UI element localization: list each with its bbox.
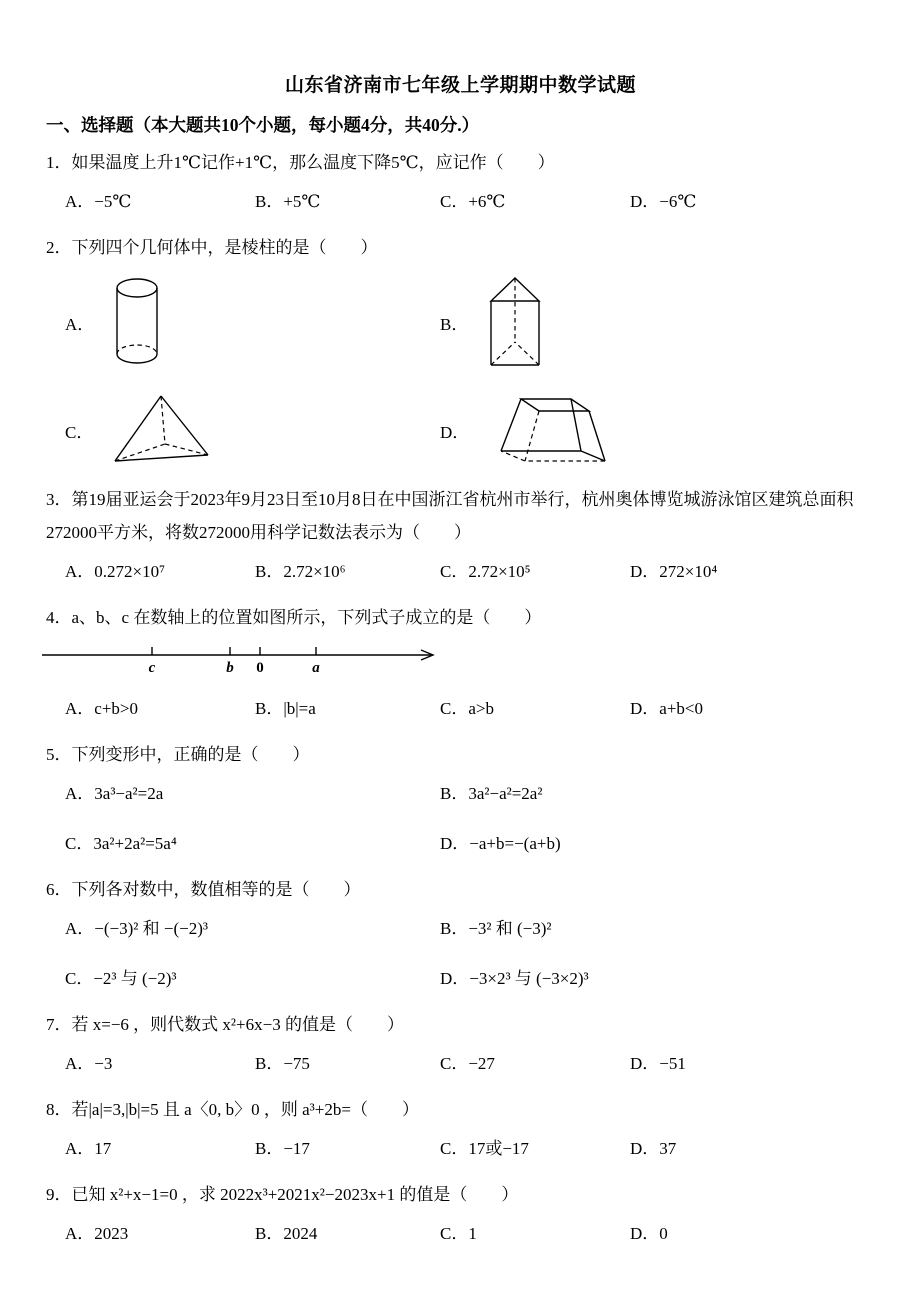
option-a: A．2023: [65, 1224, 129, 1243]
question-5: [46, 738, 875, 858]
question-number: 9．: [46, 1185, 72, 1204]
option-c: [65, 392, 440, 468]
question-7-options: [46, 1050, 875, 1078]
question-8: [46, 1093, 875, 1163]
option-b: B．2024: [255, 1224, 318, 1243]
option-d: D．−3×2³ 与 (−3×2)³: [440, 969, 589, 988]
option-b: [440, 274, 815, 370]
option-a: A．−3: [65, 1054, 113, 1073]
question-text: a、b、c 在数轴上的位置如图所示，下列式子成立的是（ ）: [71, 608, 542, 627]
option-c: C．1: [440, 1224, 477, 1243]
question-9-options: [46, 1220, 875, 1248]
option-a: A．c+b>0: [65, 699, 138, 718]
question-text: 第19届亚运会于2023年9月23日至10月8日在中国浙江省杭州市举行，杭州奥体博览城游泳馆区建筑总面积272000平方米，将数272000用科学记数法表示为（ ）: [46, 490, 854, 542]
question-6-stem: [46, 873, 875, 906]
question-5-stem: [46, 738, 875, 771]
document-title: 山东省济南市七年级上学期期中数学试题: [284, 75, 636, 96]
question-6-options-row-1: [46, 915, 875, 943]
option-b: B．2.72×10⁶: [255, 562, 346, 581]
question-text: 如果温度上升1℃记作+1℃，那么温度下降5℃，应记作（ ）: [71, 153, 555, 172]
question-9-stem: [46, 1178, 875, 1211]
question-5-options-row-2: [46, 830, 875, 858]
option-c: C．−27: [440, 1054, 495, 1073]
question-number: 8．: [46, 1100, 72, 1119]
question-text: 下列变形中，正确的是（ ）: [71, 745, 310, 764]
question-2-figures-row-1: [46, 274, 875, 370]
number-line-figure: [40, 640, 444, 678]
question-8-stem: [46, 1093, 875, 1126]
question-2-figures-row-2: [46, 392, 875, 468]
option-b: B．−3² 和 (−3)²: [440, 919, 552, 938]
option-a: A．3a³−a²=2a: [65, 784, 164, 803]
question-number: 2．: [46, 238, 72, 257]
question-2-stem: [46, 231, 875, 264]
question-number: 5．: [46, 745, 72, 764]
question-text: 下列各对数中，数值相等的是（ ）: [71, 880, 361, 899]
option-b: B．+5℃: [255, 192, 321, 211]
question-1-stem: [46, 146, 875, 179]
question-6-options-row-2: [46, 965, 875, 993]
question-number: 6．: [46, 880, 72, 899]
option-d: D．37: [630, 1139, 677, 1158]
option-label: A．: [65, 314, 95, 334]
option-a: A．−5℃: [65, 192, 132, 211]
option-b: B．−17: [255, 1139, 310, 1158]
cylinder-figure: [112, 275, 162, 369]
axis-label-a: a: [312, 660, 320, 676]
option-label: B．: [440, 314, 469, 334]
section-heading: 一、选择题（本大题共10个小题，每小题4分，共40分.）: [46, 115, 480, 135]
question-3-stem: [46, 483, 875, 549]
triangular-prism-figure: [486, 274, 544, 370]
triangular-pyramid-figure: [111, 392, 211, 468]
question-4-options: [46, 695, 875, 723]
option-c: C．17或−17: [440, 1139, 529, 1158]
question-9: [46, 1178, 875, 1248]
option-a: A．17: [65, 1139, 112, 1158]
option-a: A．−(−3)² 和 −(−2)³: [65, 919, 208, 938]
option-d: D．0: [630, 1224, 668, 1243]
option-c: C．3a²+2a²=5a⁴: [65, 834, 177, 853]
option-a: A．0.272×10⁷: [65, 562, 166, 581]
question-number: 7．: [46, 1015, 72, 1034]
question-text: 下列四个几何体中，是棱柱的是（ ）: [71, 238, 378, 257]
option-label: D．: [440, 422, 470, 442]
option-c: C．−2³ 与 (−2)³: [65, 969, 177, 988]
question-number: 3．: [46, 490, 72, 509]
axis-label-b: b: [226, 660, 234, 676]
question-7-stem: [46, 1008, 875, 1041]
question-3-options: [46, 558, 875, 586]
question-4-stem: [46, 601, 875, 634]
question-number: 4．: [46, 608, 72, 627]
question-text: 已知 x²+x−1=0 ，求 2022x³+2021x²−2023x+1 的值是（ ）: [71, 1185, 519, 1204]
option-d: D．272×10⁴: [630, 562, 718, 581]
question-1-options: [46, 188, 875, 216]
option-b: B．|b|=a: [255, 699, 316, 718]
option-b: B．−75: [255, 1054, 310, 1073]
question-text: 若|a|=3,|b|=5 且 a〈0, b〉0 ，则 a³+2b=（ ）: [71, 1100, 419, 1119]
option-a: [65, 275, 440, 369]
question-6: [46, 873, 875, 993]
option-c: C．+6℃: [440, 192, 506, 211]
question-7: [46, 1008, 875, 1078]
question-1: [46, 146, 875, 216]
question-number: 1．: [46, 153, 72, 172]
axis-label-c: c: [148, 660, 156, 676]
question-2: [46, 231, 875, 468]
option-d: D．−51: [630, 1054, 686, 1073]
option-d: D．−6℃: [630, 192, 697, 211]
question-text: 若 x=−6 ，则代数式 x²+6x−3 的值是（ ）: [71, 1015, 404, 1034]
option-b: B．3a²−a²=2a²: [440, 784, 543, 803]
question-5-options-row-1: [46, 780, 875, 808]
option-label: C．: [65, 422, 94, 442]
option-c: C．a>b: [440, 699, 494, 718]
axis-label-zero: 0: [256, 660, 264, 676]
option-c: C．2.72×10⁵: [440, 562, 531, 581]
question-8-options: [46, 1135, 875, 1163]
question-4: [46, 601, 875, 723]
option-d: [440, 394, 815, 466]
question-3: [46, 483, 875, 586]
option-d: D．a+b<0: [630, 699, 703, 718]
option-d: D．−a+b=−(a+b): [440, 834, 561, 853]
frustum-figure: [487, 394, 611, 466]
